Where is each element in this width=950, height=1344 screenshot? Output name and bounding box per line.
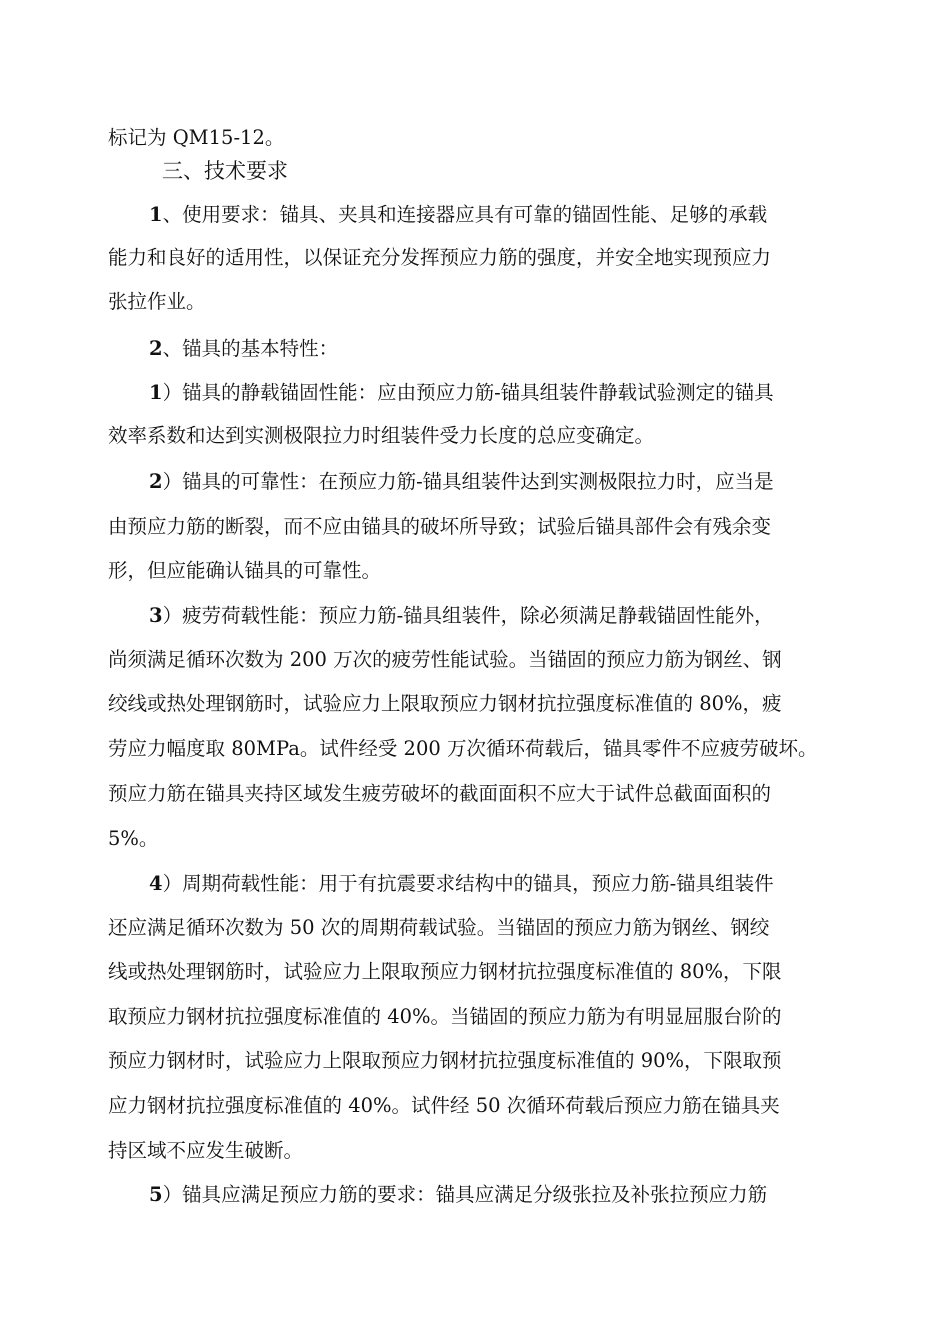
text-line: 3）疲劳荷载性能：预应力筋-锚具组装件，除必须满足静载锚固性能外， bbox=[149, 604, 774, 627]
text-line: 持区域不应发生破断。 bbox=[108, 1139, 304, 1162]
text-line: 效率系数和达到实测极限拉力时组装件受力长度的总应变确定。 bbox=[108, 424, 655, 447]
text-line: 2）锚具的可靠性：在预应力筋-锚具组装件达到实测极限拉力时，应当是 bbox=[149, 470, 774, 493]
text-line: 1、使用要求：锚具、夹具和连接器应具有可靠的锚固性能、足够的承载 bbox=[149, 203, 768, 226]
text-line: 尚须满足循环次数为 200 万次的疲劳性能试验。当锚固的预应力筋为钢丝、钢 bbox=[108, 648, 782, 671]
text-line: 形，但应能确认锚具的可靠性。 bbox=[108, 559, 382, 582]
text-line: 预应力钢材时，试验应力上限取预应力钢材抗拉强度标准值的 90%，下限取预 bbox=[108, 1049, 782, 1072]
text-line: 1）锚具的静载锚固性能：应由预应力筋-锚具组装件静载试验测定的锚具 bbox=[149, 381, 774, 404]
text-line: 由预应力筋的断裂，而不应由锚具的破坏所导致；试验后锚具部件会有残余变 bbox=[108, 515, 772, 538]
text-line: 标记为 QM15-12。 bbox=[108, 126, 285, 149]
text-line: 应力钢材抗拉强度标准值的 40%。试件经 50 次循环荷载后预应力筋在锚具夹 bbox=[108, 1094, 780, 1117]
text-line: 5）锚具应满足预应力筋的要求：锚具应满足分级张拉及补张拉预应力筋 bbox=[149, 1183, 768, 1206]
text-line: 能力和良好的适用性，以保证充分发挥预应力筋的强度，并安全地实现预应力 bbox=[108, 246, 772, 269]
text-line: 劳应力幅度取 80MPa。试件经受 200 万次循环荷载后，锚具零件不应疲劳破坏。 bbox=[108, 737, 818, 760]
section-heading: 三、技术要求 bbox=[162, 159, 288, 183]
text-line: 2、锚具的基本特性： bbox=[149, 337, 339, 360]
text-line: 绞线或热处理钢筋时，试验应力上限取预应力钢材抗拉强度标准值的 80%，疲 bbox=[108, 692, 782, 715]
text-line: 预应力筋在锚具夹持区域发生疲劳破坏的截面面积不应大于试件总截面面积的 bbox=[108, 782, 772, 805]
text-line: 4）周期荷载性能：用于有抗震要求结构中的锚具，预应力筋-锚具组装件 bbox=[149, 872, 774, 895]
text-line: 5%。 bbox=[108, 827, 159, 850]
text-line: 取预应力钢材抗拉强度标准值的 40%。当锚固的预应力筋为有明显屈服台阶的 bbox=[108, 1005, 782, 1028]
text-line: 张拉作业。 bbox=[108, 290, 206, 313]
text-line: 还应满足循环次数为 50 次的周期荷载试验。当锚固的预应力筋为钢丝、钢绞 bbox=[108, 916, 770, 939]
text-line: 线或热处理钢筋时，试验应力上限取预应力钢材抗拉强度标准值的 80%，下限 bbox=[108, 960, 782, 983]
